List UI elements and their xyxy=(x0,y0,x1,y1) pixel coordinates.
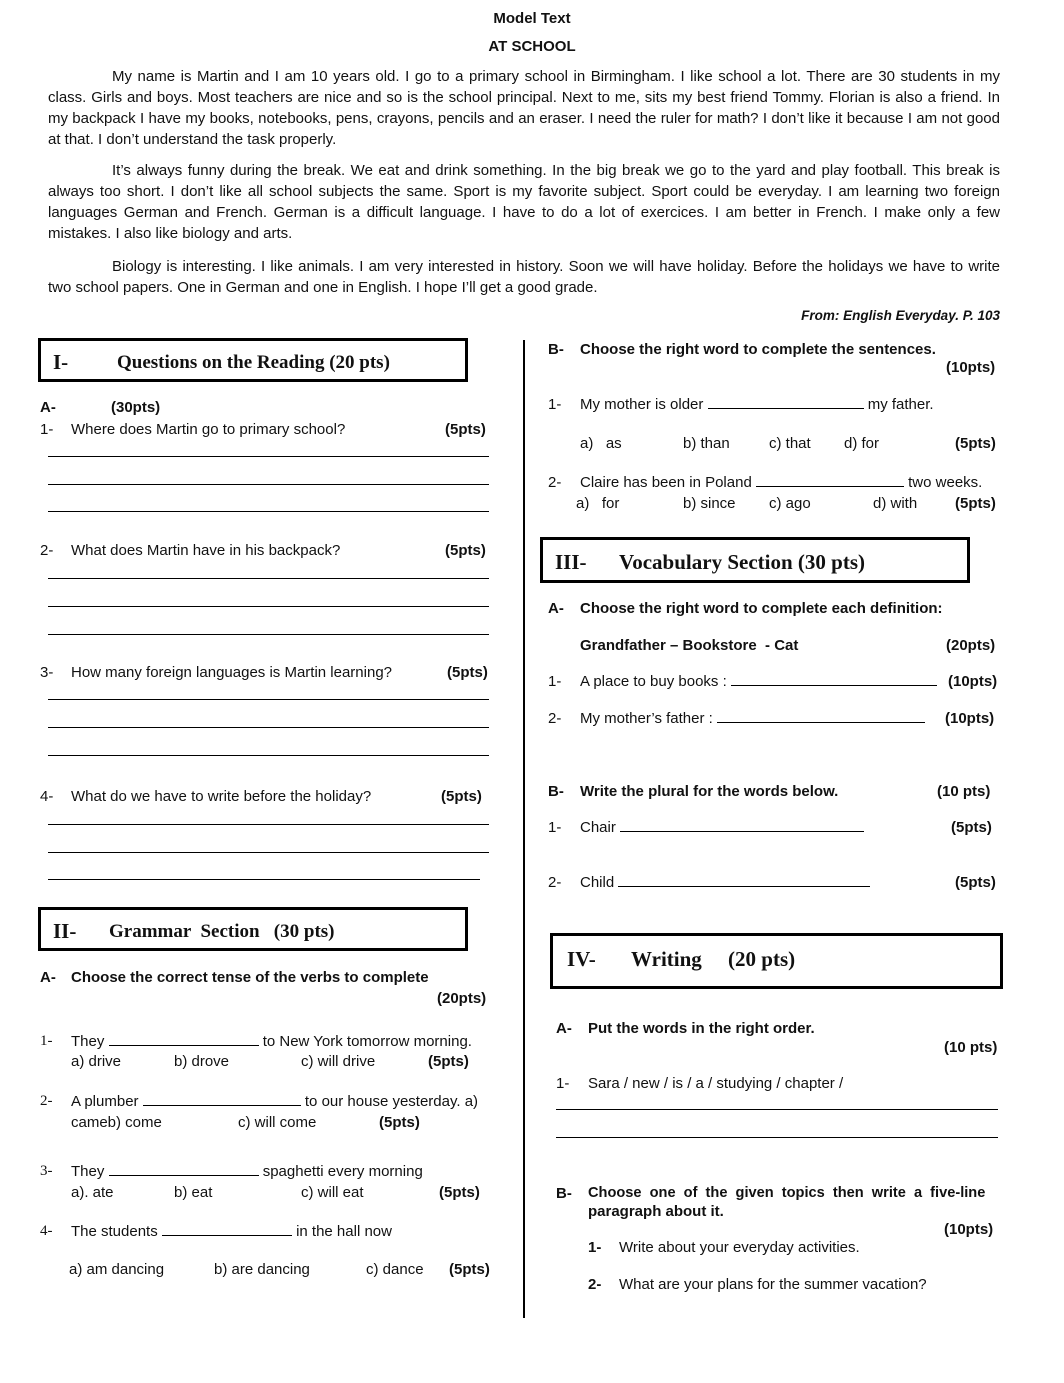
section-2-number: II- xyxy=(53,919,77,943)
section-b-text: Choose the right word to complete the sentences. xyxy=(580,341,936,358)
plural-q2-blank[interactable] xyxy=(618,874,870,887)
source-citation: From: English Everyday. P. 103 xyxy=(801,308,1000,323)
section-b-q1-pre: My mother is older xyxy=(580,396,704,413)
grammar-q2-pre: A plumber xyxy=(71,1093,139,1110)
grammar-q1-option-c[interactable]: c) will drive xyxy=(301,1053,376,1070)
plural-q2 xyxy=(580,874,870,891)
reading-paragraph-3: Biology is interesting. I like animals. I am very interested in history. Soon we will have holiday. Before the holidays we have to write two school papers. One in German and one in English. I hope I’ll get a good grade. xyxy=(48,258,1000,296)
question-1-number: 1- xyxy=(40,421,54,438)
grammar-q1-points: (5pts) xyxy=(428,1053,469,1070)
grammar-q4-option-b[interactable]: b) are dancing xyxy=(214,1261,310,1278)
answer-line[interactable] xyxy=(48,699,489,700)
grammar-q4-sentence xyxy=(71,1223,392,1240)
section-b-q2-pre: Claire has been in Poland xyxy=(580,474,752,491)
grammar-q2-sentence xyxy=(71,1093,478,1110)
question-2-points: (5pts) xyxy=(445,542,486,559)
grammar-q2-blank[interactable] xyxy=(143,1093,301,1106)
section-b-q1-sentence xyxy=(580,396,934,413)
section-1-title: Questions on the Reading (20 pts) xyxy=(117,352,390,373)
grammar-q3-option-c[interactable]: c) will eat xyxy=(301,1184,364,1201)
grammar-q1-post: to New York tomorrow morning. xyxy=(262,1033,472,1050)
plural-q2-points: (5pts) xyxy=(955,874,996,891)
answer-line[interactable] xyxy=(48,634,489,635)
question-2-number: 2- xyxy=(40,542,54,559)
vocabulary-q1-number: 1- xyxy=(548,673,562,690)
vocabulary-q2-blank[interactable] xyxy=(717,710,925,723)
question-2-text: What does Martin have in his backpack? xyxy=(71,542,341,559)
section-2-a-text: Choose the correct tense of the verbs to complete xyxy=(71,969,429,986)
section-b-q2-option-c[interactable]: c) ago xyxy=(769,495,811,512)
grammar-q3-blank[interactable] xyxy=(109,1163,259,1176)
topic-2-text: What are your plans for the summer vacation? xyxy=(619,1276,927,1293)
answer-line[interactable] xyxy=(556,1109,998,1110)
answer-line[interactable] xyxy=(48,755,489,756)
grammar-q4-points: (5pts) xyxy=(449,1261,490,1278)
grammar-q3-option-b[interactable]: b) eat xyxy=(174,1184,213,1201)
grammar-q2-option-c[interactable]: c) will come xyxy=(238,1114,317,1131)
section-b-q1-points: (5pts) xyxy=(955,435,996,452)
grammar-q2-number: 2- xyxy=(40,1093,53,1109)
page-title: AT SCHOOL xyxy=(488,38,576,55)
question-1-text: Where does Martin go to primary school? xyxy=(71,421,346,438)
plural-q1-number: 1- xyxy=(548,819,562,836)
grammar-q4-number: 4- xyxy=(40,1223,53,1239)
section-4-title: Writing (20 pts) xyxy=(631,947,796,971)
question-3-points: (5pts) xyxy=(447,664,488,681)
answer-line[interactable] xyxy=(48,727,489,728)
section-4-b-points: (10pts) xyxy=(944,1221,994,1238)
grammar-q4-option-a[interactable]: a) am dancing xyxy=(69,1261,165,1278)
section-b-q1-option-d[interactable]: d) for xyxy=(844,435,880,452)
grammar-q2-points: (5pts) xyxy=(379,1114,420,1131)
section-4-a-label: A- xyxy=(556,1020,572,1037)
column-divider xyxy=(523,340,525,1318)
section-b-q1-number: 1- xyxy=(548,396,562,413)
grammar-q3-number: 3- xyxy=(40,1163,53,1179)
section-4-number: IV- xyxy=(567,947,596,971)
reading-paragraph-2: It’s always funny during the break. We eat and drink something. In the big break we go to the yard and play football. This break is always too short. I don’t like all school subjects the same. Sport is my favorite subject. Sport could be everyday. I am learning two foreign languages German and French. German is a difficult language. I have to do a lot of exercices. I am better in French. I make only a few mistakes. I also like biology and arts. xyxy=(48,162,1000,242)
grammar-q2-options-ab[interactable]: cameb) come xyxy=(71,1114,162,1131)
writing-a1-number: 1- xyxy=(556,1075,570,1092)
writing-a1-words: Sara / new / is / a / studying / chapter / xyxy=(588,1075,844,1092)
section-b-points: (10pts) xyxy=(946,359,996,376)
vocabulary-q2-text: My mother’s father : xyxy=(580,710,713,727)
section-b-q2-blank[interactable] xyxy=(756,474,904,487)
grammar-q1-pre: They xyxy=(71,1033,105,1050)
grammar-q4-blank[interactable] xyxy=(162,1223,292,1236)
plural-q2-number: 2- xyxy=(548,874,562,891)
topic-1-number: 1- xyxy=(588,1239,602,1256)
question-3-number: 3- xyxy=(40,664,54,681)
section-b-q2-option-b[interactable]: b) since xyxy=(683,495,736,512)
vocabulary-q1 xyxy=(580,673,937,690)
answer-line[interactable] xyxy=(556,1137,998,1138)
section-2-header-box xyxy=(38,907,468,951)
answer-line[interactable] xyxy=(48,511,489,512)
section-b-q1-option-b[interactable]: b) than xyxy=(683,435,730,452)
section-b-q2-option-d[interactable]: d) with xyxy=(873,495,918,512)
vocabulary-q1-points: (10pts) xyxy=(948,673,998,690)
grammar-q1-option-b[interactable]: b) drove xyxy=(174,1053,230,1070)
section-4-a-text: Put the words in the right order. xyxy=(588,1020,815,1037)
section-1-number: I- xyxy=(53,350,69,374)
plural-q1 xyxy=(580,819,864,836)
grammar-q4-pre: The students xyxy=(71,1223,158,1240)
grammar-q3-post: spaghetti every morning xyxy=(262,1163,423,1180)
reading-paragraph-1: My name is Martin and I am 10 years old. I go to a primary school in Birmingham. I like school a lot. There are 30 students in my class. Girls and boys. Most teachers are nice and so is the school principal. Next to me, sits my best friend Tommy. Florian is also a friend. In my backpack I have my books, notebooks, pens, crayons, pencils and an eraser. I need the ruler for math? I don’t like it because I am not good at that. I don’t understand the task properly. xyxy=(48,68,1000,148)
vocabulary-q2-points: (10pts) xyxy=(945,710,995,727)
plural-q1-points: (5pts) xyxy=(951,819,992,836)
plural-q1-blank[interactable] xyxy=(620,819,864,832)
topic-2-number: 2- xyxy=(588,1276,602,1293)
section-3-b-label: B- xyxy=(548,783,564,800)
plural-q2-text: Child xyxy=(580,874,615,891)
answer-line[interactable] xyxy=(48,484,489,485)
question-4-text: What do we have to write before the holiday? xyxy=(71,788,372,805)
grammar-q3-option-a[interactable]: a). ate xyxy=(71,1184,114,1201)
section-1-header-box xyxy=(38,338,468,382)
vocabulary-word-bank-points: (20pts) xyxy=(946,637,996,654)
answer-line[interactable] xyxy=(48,879,480,880)
section-4-b-text: Choose one of the given topics then write a five-line xyxy=(588,1185,986,1201)
answer-line[interactable] xyxy=(48,852,489,853)
section-4-b-text-2: paragraph about it. xyxy=(588,1203,724,1220)
section-2-a-points: (20pts) xyxy=(437,990,487,1007)
grammar-q3-points: (5pts) xyxy=(439,1184,480,1201)
section-3-a-text: Choose the right word to complete each definition: xyxy=(580,600,943,617)
section-2-a-label: A- xyxy=(40,969,56,986)
section-b-q1-option-c[interactable]: c) that xyxy=(769,435,811,452)
question-3-text: How many foreign languages is Martin learning? xyxy=(71,664,393,681)
section-2-title: Grammar Section (30 pts) xyxy=(109,921,335,942)
section-b-q1-option-a[interactable]: a) as xyxy=(580,435,622,452)
answer-line[interactable] xyxy=(48,578,489,579)
model-text-label: Model Text xyxy=(493,10,571,27)
grammar-q1-number: 1- xyxy=(40,1033,53,1049)
question-4-points: (5pts) xyxy=(441,788,482,805)
section-1-a-label: A- xyxy=(40,399,56,416)
answer-line[interactable] xyxy=(48,606,489,607)
grammar-q4-option-c[interactable]: c) dance xyxy=(366,1261,424,1278)
section-3-b-points: (10 pts) xyxy=(937,783,991,800)
section-b-q1-post: my father. xyxy=(867,396,934,413)
grammar-q3-pre: They xyxy=(71,1163,105,1180)
section-b-q2-points: (5pts) xyxy=(955,495,996,512)
section-4-a-points: (10 pts) xyxy=(944,1039,998,1056)
section-b-q2-sentence xyxy=(580,474,982,491)
section-3-b-text: Write the plural for the words below. xyxy=(580,783,839,800)
section-b-label: B- xyxy=(548,341,564,358)
vocabulary-q1-blank[interactable] xyxy=(731,673,937,686)
section-3-header-box xyxy=(540,537,970,583)
grammar-q2-post: to our house yesterday. a) xyxy=(304,1093,479,1110)
section-3-number: III- xyxy=(555,550,587,574)
question-1-points: (5pts) xyxy=(445,421,486,438)
section-3-a-label: A- xyxy=(548,600,564,617)
section-b-q1-blank[interactable] xyxy=(708,396,864,409)
section-3-title: Vocabulary Section (30 pts) xyxy=(619,550,865,574)
section-b-q2-post: two weeks. xyxy=(908,474,983,491)
vocabulary-q2 xyxy=(580,710,925,727)
grammar-q4-post: in the hall now xyxy=(296,1223,392,1240)
section-b-q2-number: 2- xyxy=(548,474,562,491)
grammar-q1-option-a[interactable]: a) drive xyxy=(71,1053,122,1070)
topic-1-text: Write about your everyday activities. xyxy=(619,1239,860,1256)
question-4-number: 4- xyxy=(40,788,54,805)
vocabulary-q1-text: A place to buy books : xyxy=(580,673,727,690)
section-4-header-box xyxy=(550,933,1003,989)
section-b-q2-option-a[interactable]: a) for xyxy=(576,495,620,512)
section-1-a-points: (30pts) xyxy=(111,399,161,416)
grammar-q1-blank[interactable] xyxy=(109,1033,259,1046)
answer-line[interactable] xyxy=(48,824,489,825)
answer-line[interactable] xyxy=(48,456,489,457)
section-4-b-label: B- xyxy=(556,1185,572,1202)
vocabulary-q2-number: 2- xyxy=(548,710,562,727)
vocabulary-word-bank: Grandfather – Bookstore - Cat xyxy=(580,637,799,654)
grammar-q1-sentence xyxy=(71,1033,472,1050)
grammar-q3-sentence xyxy=(71,1163,423,1180)
plural-q1-text: Chair xyxy=(580,819,616,836)
